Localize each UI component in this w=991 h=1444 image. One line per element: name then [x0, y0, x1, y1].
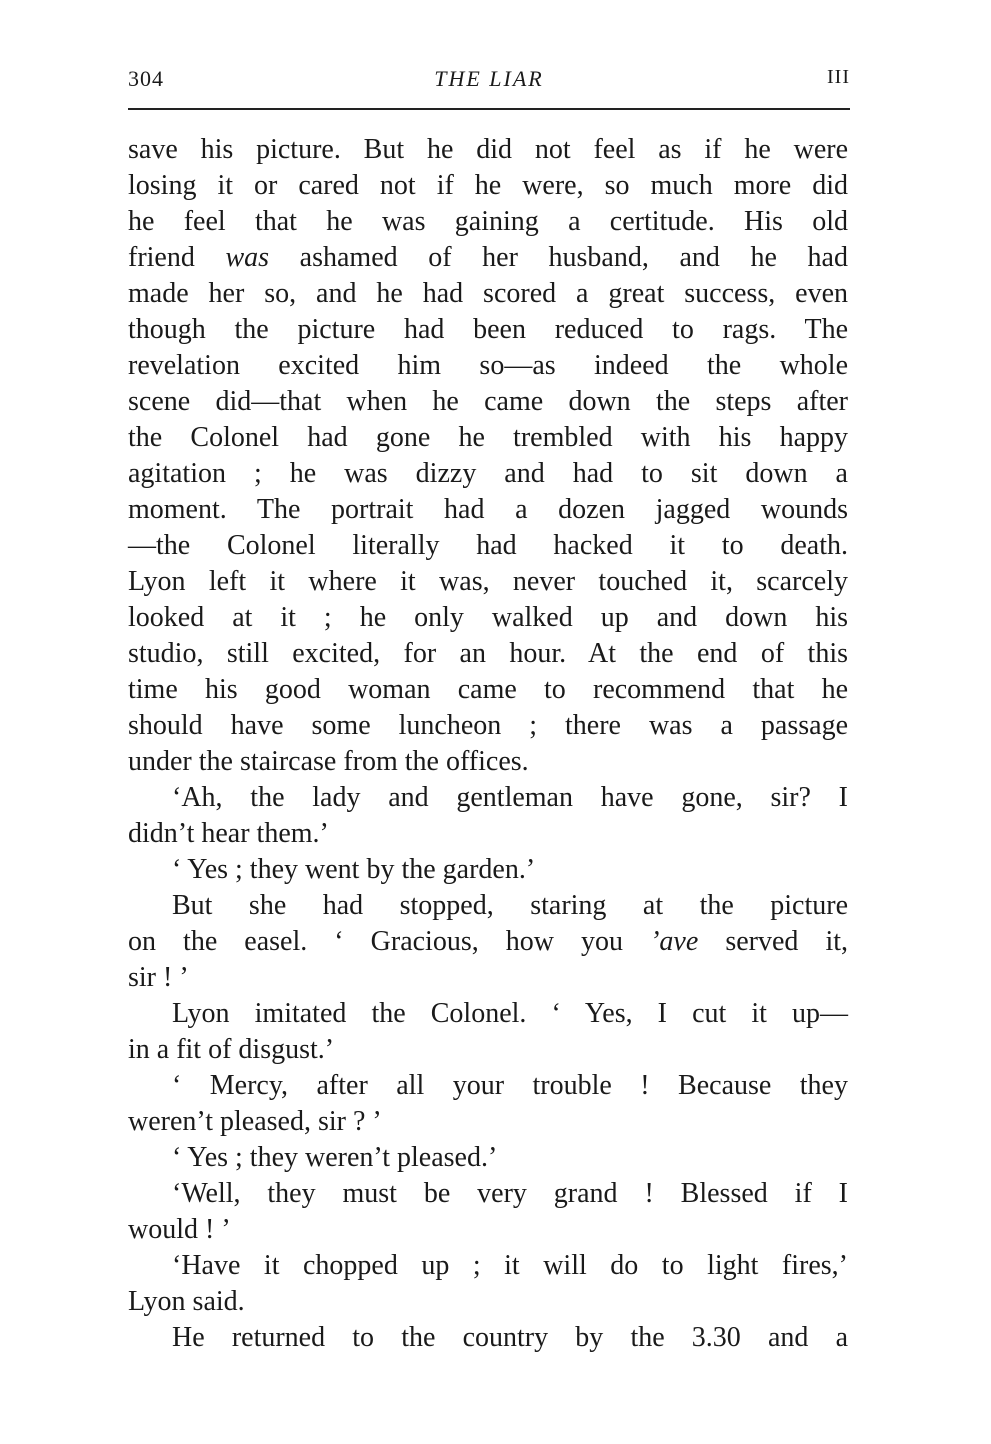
- text-line: [128, 744, 848, 780]
- text-line: [128, 1032, 848, 1068]
- text-line: [128, 1212, 848, 1248]
- line-segment: scene did—that when he came down the steps after: [128, 386, 848, 417]
- line-segment: though the picture had been reduced to rags. The: [128, 314, 848, 345]
- line-segment: moment. The portrait had a dozen jagged wounds: [128, 494, 848, 525]
- line-segment: under the staircase from the offices.: [128, 746, 529, 777]
- line-segment: save his picture. But he did not feel as if he were: [128, 134, 848, 165]
- line-segment: he feel that he was gaining a certitude. His old: [128, 206, 848, 237]
- text-line: [128, 996, 848, 1032]
- page-number: 304: [128, 66, 164, 91]
- body-text: [128, 132, 848, 1356]
- text-line: [128, 852, 848, 888]
- text-line: [128, 780, 848, 816]
- line-segment: time his good woman came to recommend that he: [128, 674, 848, 705]
- text-line: [128, 240, 848, 276]
- line-segment: served it,: [698, 926, 848, 957]
- text-line: [128, 1176, 848, 1212]
- line-segment: on the easel. ‘ Gracious, how you: [128, 926, 651, 957]
- line-segment: would ! ’: [128, 1214, 231, 1245]
- line-segment: ‘ Yes ; they weren’t pleased.’: [172, 1142, 498, 1173]
- chapter-number: III: [827, 66, 850, 88]
- text-line: [128, 276, 848, 312]
- line-segment: Lyon said.: [128, 1286, 245, 1317]
- text-line: [128, 1284, 848, 1320]
- running-title: THE LIAR: [434, 66, 544, 91]
- line-segment: ‘Ah, the lady and gentleman have gone, sir? I: [172, 782, 848, 813]
- line-segment: revelation excited him so—as indeed the whole: [128, 350, 848, 381]
- line-segment: looked at it ; he only walked up and down his: [128, 602, 848, 633]
- text-line: [128, 312, 848, 348]
- line-segment: weren’t pleased, sir ? ’: [128, 1106, 382, 1137]
- line-segment: ‘ Yes ; they went by the garden.’: [172, 854, 536, 885]
- line-segment: ‘Have it chopped up ; it will do to light fires,’: [172, 1250, 848, 1281]
- text-line: [128, 924, 848, 960]
- text-line: [128, 636, 848, 672]
- line-segment: Lyon imitated the Colonel. ‘ Yes, I cut it up—: [172, 998, 848, 1029]
- line-segment: in a fit of disgust.’: [128, 1034, 335, 1065]
- line-segment: made her so, and he had scored a great success, even: [128, 278, 848, 309]
- line-segment: losing it or cared not if he were, so much more did: [128, 170, 848, 201]
- text-line: [128, 492, 848, 528]
- line-segment: ‘ Mercy, after all your trouble ! Because they: [172, 1070, 848, 1101]
- text-line: [128, 348, 848, 384]
- text-line: [128, 1104, 848, 1140]
- text-line: [128, 708, 848, 744]
- text-line: [128, 168, 848, 204]
- text-line: [128, 1320, 848, 1356]
- text-line: [128, 564, 848, 600]
- text-line: [128, 384, 848, 420]
- line-segment: studio, still excited, for an hour. At the end of this: [128, 638, 848, 669]
- text-line: [128, 888, 848, 924]
- line-segment: sir ! ’: [128, 962, 189, 993]
- line-segment: should have some luncheon ; there was a passage: [128, 710, 848, 741]
- text-line: [128, 672, 848, 708]
- line-segment: ‘Well, they must be very grand ! Blessed if I: [172, 1178, 848, 1209]
- line-segment: the Colonel had gone he trembled with his happy: [128, 422, 848, 453]
- line-segment: friend: [128, 242, 226, 273]
- text-line: [128, 816, 848, 852]
- italic-word: was: [225, 242, 270, 273]
- line-segment: He returned to the country by the 3.30 and a: [172, 1322, 848, 1353]
- text-line: [128, 528, 848, 564]
- text-line: [128, 204, 848, 240]
- text-line: [128, 456, 848, 492]
- text-line: [128, 1248, 848, 1284]
- line-segment: —the Colonel literally had hacked it to death.: [128, 530, 848, 561]
- running-head: [128, 66, 850, 106]
- text-line: [128, 420, 848, 456]
- line-segment: didn’t hear them.’: [128, 818, 329, 849]
- header-rule: [128, 108, 850, 110]
- line-segment: ashamed of her husband, and he had: [269, 242, 848, 273]
- text-line: [128, 1140, 848, 1176]
- text-line: [128, 132, 848, 168]
- line-segment: Lyon left it where it was, never touched it, scarcely: [128, 566, 848, 597]
- text-line: [128, 960, 848, 996]
- italic-word: ’ave: [650, 926, 699, 957]
- line-segment: agitation ; he was dizzy and had to sit down a: [128, 458, 848, 489]
- text-line: [128, 600, 848, 636]
- line-segment: But she had stopped, staring at the picture: [172, 890, 848, 921]
- text-line: [128, 1068, 848, 1104]
